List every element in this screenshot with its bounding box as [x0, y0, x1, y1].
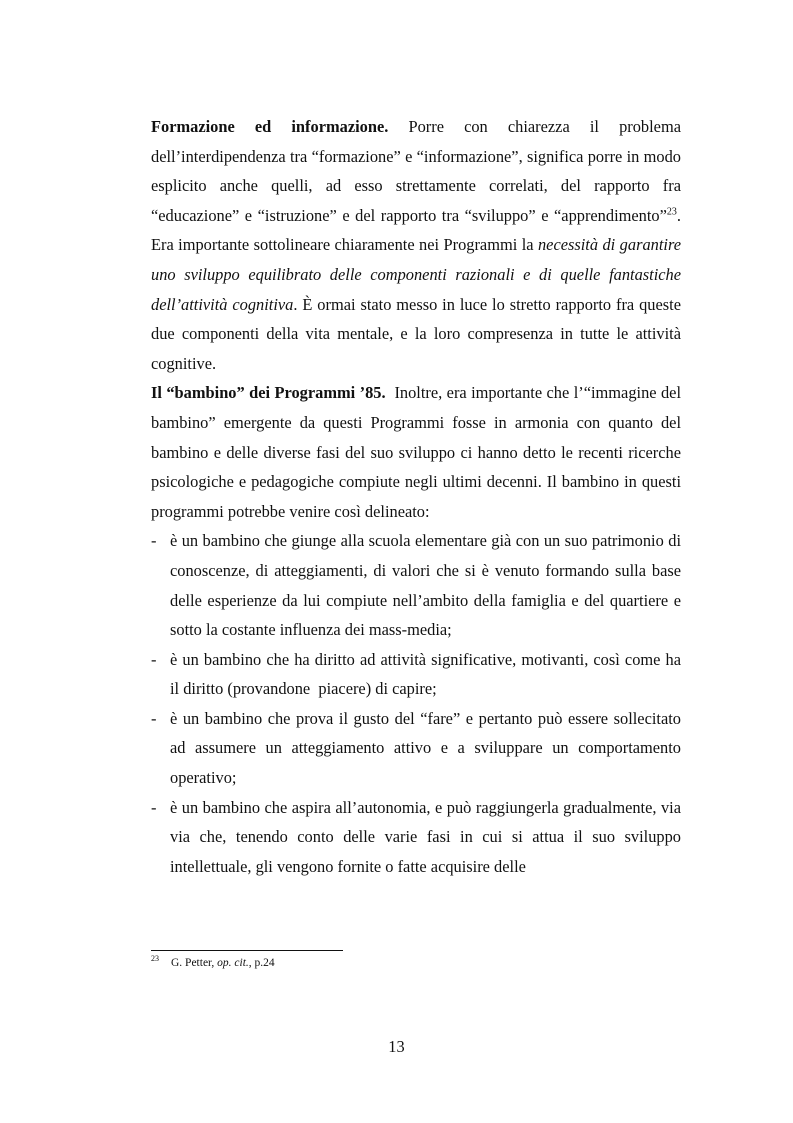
list-item-text: è un bambino che prova il gusto del “fare” e pertanto può essere sollecitato ad assumere un atteggiamento attivo e a sviluppare un comportamento operativo; [170, 708, 681, 788]
paragraph-text: . Era importante sottolineare chiaramente nei Programmi la [151, 205, 681, 255]
italic-emphasis: necessità di garantire uno sviluppo equilibrato delle componenti razionali e di quelle fantastiche dell’attività cognitiva [151, 235, 681, 314]
footnote-author: G. Petter, [171, 957, 218, 969]
paragraph-heading: Formazione ed informazione. [151, 117, 389, 136]
list-item [151, 526, 681, 644]
list-item [151, 645, 686, 704]
footnote-reference: 23 [666, 206, 677, 218]
paragraph-text: Porre con chiarezza il problema dell’interdipendenza tra “formazione” e “informazione”, significa porre in modo esplicito anche quelli, ad esso strettamente correlati, del rapporto fra “educazione” e “istruzione” e del rapporto tra “sviluppo” e “apprendimento” [151, 117, 681, 225]
list-bullet: - [151, 649, 157, 669]
list-item [151, 704, 681, 793]
paragraph-text: Inoltre, era importante che l’“immagine del bambino” emergente da questi Programmi fosse in armonia con quanto del bambino e delle diverse fasi del suo sviluppo ci hanno detto le recenti ricerche psicologiche e pedagogiche compiute negli ultimi decenni. Il bambino in questi programmi potrebbe venire così delineato: [151, 383, 686, 521]
footnote-italic: op. cit. [217, 957, 249, 969]
list-item [151, 793, 681, 882]
paragraph-text: . È ormai stato messo in luce lo stretto rapporto fra queste due componenti della vita mentale, e la loro compresenza in tutte le attività cognitive. [151, 294, 681, 373]
list-item-text: è un bambino che aspira all’autonomia, e può raggiungerla gradualmente, via via che, tenendo conto delle varie fasi in cui si attua il suo sviluppo intellettuale, gli vengono fornite o fatte acquisire delle [170, 797, 681, 876]
footnote-number: 23 [151, 954, 159, 964]
page-number: 13 [388, 1037, 405, 1056]
list-bullet: - [151, 797, 157, 817]
list-item-text: è un bambino che giunge alla scuola elementare già con un suo patrimonio di conoscenze, di atteggiamenti, di valori che si è venuto formando sulla base delle esperienze da lui compiute nell’ambito della famiglia e del quartiere e sotto la costante influenza dei mass-media; [170, 531, 681, 640]
paragraph-heading: Il “bambino” dei Programmi ’85. [151, 383, 386, 403]
list-item-text: è un bambino che ha diritto ad attività significative, motivanti, così come ha il diritto (provandone piacere) di capire; [170, 649, 686, 699]
footnote [151, 955, 681, 971]
footnote-divider [151, 950, 343, 951]
paragraph-formazione [151, 112, 681, 378]
footnote-rest: , p.24 [248, 957, 275, 969]
paragraph-bambino [151, 378, 686, 526]
characteristics-list [151, 526, 686, 881]
body-text [151, 112, 686, 881]
list-bullet: - [151, 708, 157, 728]
list-bullet: - [151, 531, 157, 551]
